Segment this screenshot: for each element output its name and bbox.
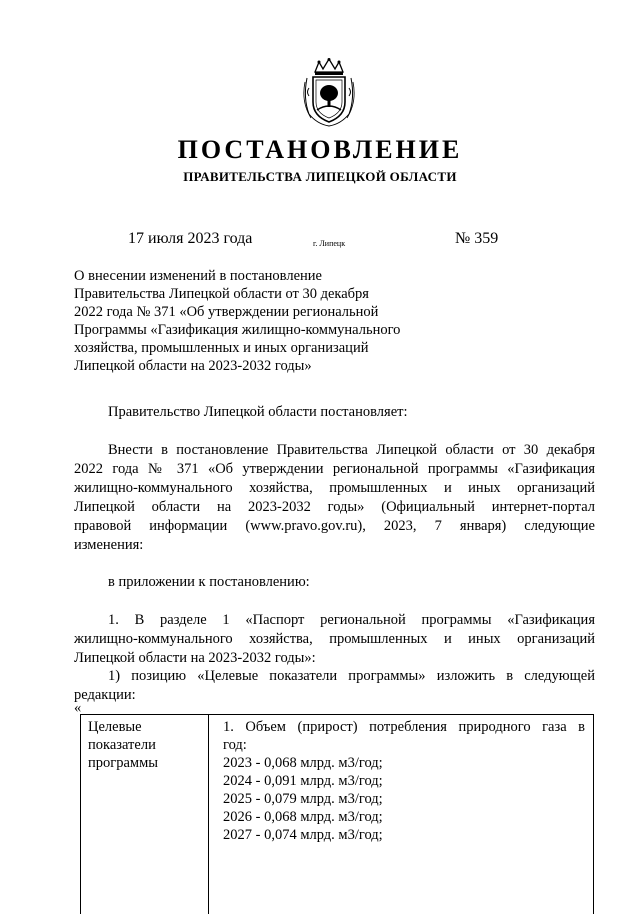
table-label-cell bbox=[81, 715, 209, 914]
value-line: 2023 - 0,068 млрд. м3/год; bbox=[223, 755, 383, 771]
value-line: 1. Объем (прирост) потребления природного газа в bbox=[223, 719, 585, 735]
preamble-text: Правительство Липецкой области постановляет: bbox=[108, 404, 408, 420]
subject-line: хозяйства, промышленных и иных организаций bbox=[74, 340, 369, 356]
subject-line: Липецкой области на 2023-2032 годы» bbox=[74, 358, 312, 374]
subject-line: Правительства Липецкой области от 30 декабря bbox=[74, 286, 369, 302]
document-date: 17 июля 2023 года bbox=[128, 230, 253, 247]
paragraph-line: 1) позицию «Целевые показатели программы» изложить в следующей bbox=[108, 668, 595, 684]
document-subject bbox=[74, 267, 434, 375]
passport-table bbox=[80, 714, 594, 914]
value-line: год: bbox=[223, 737, 247, 753]
amendment-paragraph bbox=[74, 441, 595, 555]
document-number: № 359 bbox=[455, 230, 499, 247]
subject-line: О внесении изменений в постановление bbox=[74, 268, 322, 284]
document-city: г. Липецк bbox=[313, 239, 346, 248]
label-line: Целевые bbox=[88, 719, 142, 735]
subject-line: 2022 года № 371 «Об утверждении региональной bbox=[74, 304, 379, 320]
paragraph-line: жилищно-коммунального хозяйства, промышленных и иных организаций bbox=[74, 631, 595, 647]
coat-of-arms-icon bbox=[301, 58, 357, 128]
value-line: 2027 - 0,074 млрд. м3/год; bbox=[223, 827, 383, 843]
document-issuer: ПРАВИТЕЛЬСТВА ЛИПЕЦКОЙ ОБЛАСТИ bbox=[183, 169, 457, 184]
value-line: 2024 - 0,091 млрд. м3/год; bbox=[223, 773, 383, 789]
position-paragraph bbox=[74, 667, 595, 705]
paragraph-line: в приложении к постановлению: bbox=[108, 574, 310, 590]
paragraph-line: жилищно-коммунального хозяйства, промышленных и иных организаций bbox=[74, 480, 595, 496]
paragraph-line: 2022 года № 371 «Об утверждении региональной программы «Газификация bbox=[74, 461, 595, 477]
paragraph-line: Внести в постановление Правительства Липецкой области от 30 декабря bbox=[108, 442, 595, 458]
label-line: показатели bbox=[88, 737, 156, 753]
paragraph-line: редакции: bbox=[74, 687, 136, 703]
preamble-paragraph bbox=[74, 403, 595, 422]
opening-quote: « bbox=[74, 700, 82, 716]
paragraph-line: Липецкой области на 2023-2032 годы» (Официальный интернет-портал bbox=[74, 499, 595, 515]
document-title: ПОСТАНОВЛЕНИЕ bbox=[177, 135, 463, 164]
section-paragraph bbox=[74, 611, 595, 668]
paragraph-line: правовой информации (www.pravo.gov.ru), 2023, 7 января) следующие bbox=[74, 518, 595, 534]
paragraph-line: 1. В разделе 1 «Паспорт региональной программы «Газификация bbox=[108, 612, 595, 628]
label-line: программы bbox=[88, 755, 158, 771]
paragraph-line: Липецкой области на 2023-2032 годы»: bbox=[74, 650, 316, 666]
value-line: 2025 - 0,079 млрд. м3/год; bbox=[223, 791, 383, 807]
table-value-cell bbox=[209, 715, 595, 844]
value-line: 2026 - 0,068 млрд. м3/год; bbox=[223, 809, 383, 825]
subject-line: Программы «Газификация жилищно-коммунального bbox=[74, 322, 401, 338]
annex-paragraph bbox=[74, 573, 595, 592]
paragraph-line: изменения: bbox=[74, 537, 144, 553]
